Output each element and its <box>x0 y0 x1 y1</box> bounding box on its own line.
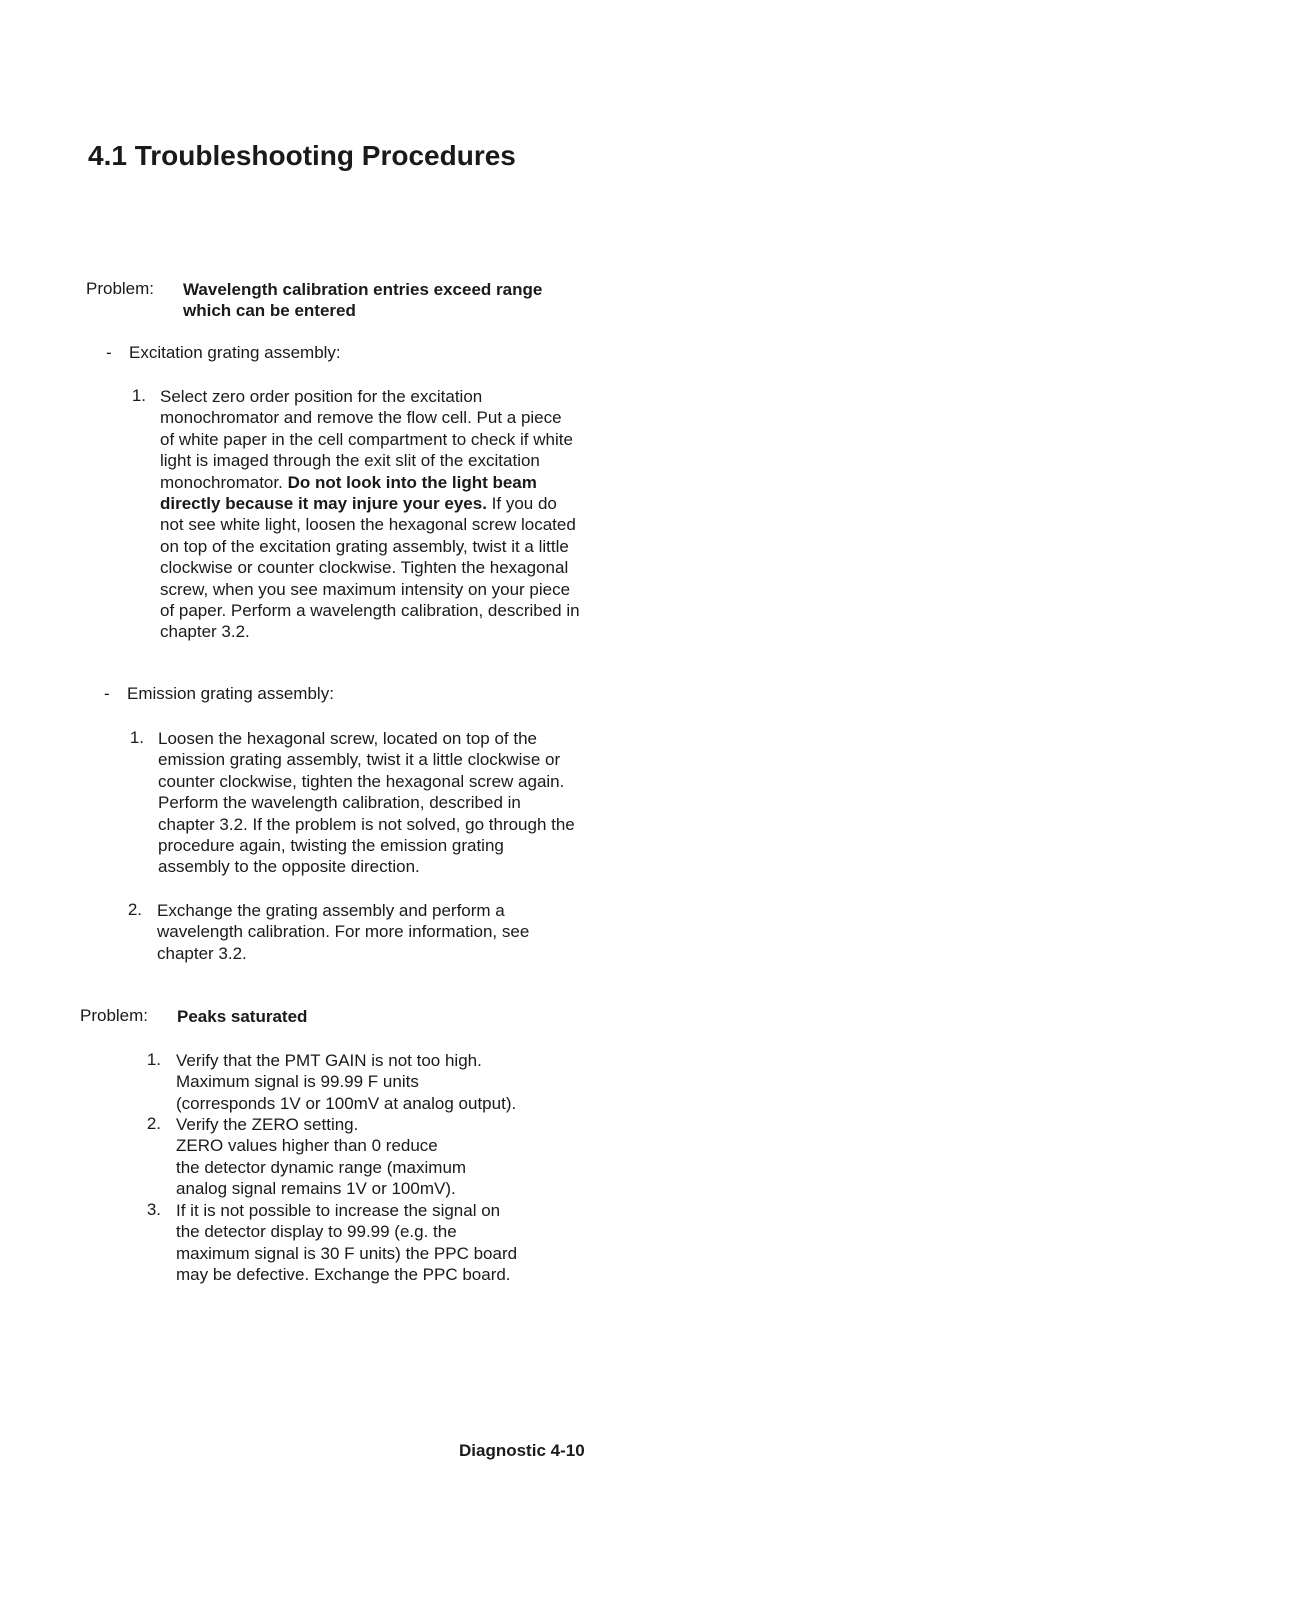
list-item-line: Verify that the PMT GAIN is not too high. <box>176 1051 482 1070</box>
problem-title-line: Wavelength calibration entries exceed range <box>183 280 543 299</box>
list-number: 2. <box>146 1114 161 1133</box>
problem-title <box>183 279 542 321</box>
list-item: Loosen the hexagonal screw, located on top of the emission grating assembly, twist it a little clockwise or counter clockwise, tighten the hexagonal screw again. Perform the wavelength calibration, described in chapter 3.2. If the problem is not solved, go through the procedure again, twisting the emission grating assembly to the opposite direction. <box>158 729 575 877</box>
problem-label: Problem: <box>80 1006 149 1025</box>
list-item-line: may be defective. Exchange the PPC board. <box>176 1265 511 1285</box>
list-item-line: Maximum signal is 99.99 F units <box>176 1072 419 1092</box>
list-item-line: (corresponds 1V or 100mV at analog output). <box>176 1093 517 1113</box>
list-number: 1. <box>129 728 144 747</box>
list-item <box>176 1050 576 1114</box>
list-item <box>160 386 580 643</box>
bullet-dash: - <box>106 343 112 362</box>
list-item-line: Verify the ZERO setting. <box>176 1115 359 1134</box>
list-number: 3. <box>146 1200 161 1219</box>
list-item-line: analog signal remains 1V or 100mV). <box>176 1179 456 1199</box>
list-item-line: the detector display to 99.99 (e.g. the <box>176 1222 457 1242</box>
problem-title: Peaks saturated <box>177 1007 308 1026</box>
section-heading: Emission grating assembly: <box>127 684 334 703</box>
list-item-line: maximum signal is 30 F units) the PPC board <box>176 1243 518 1263</box>
warning-text: Do not look into the light beam directly because it may injure your eyes. <box>160 472 537 514</box>
list-item <box>176 1114 576 1200</box>
problem-label: Problem: <box>86 279 155 298</box>
list-number: 2. <box>127 900 142 919</box>
list-item-text: If you do not see white light, loosen the hexagonal screw located on top of the excitation grating assembly, twist it a little clockwise or counter clockwise. Tighten the hexagonal screw, when you see maximum intensity on your piece of paper. Perform a wavelength calibration, described in chapter 3.2. <box>160 494 580 642</box>
list-item-line: If it is not possible to increase the signal on <box>176 1201 501 1220</box>
list-item-line: the detector dynamic range (maximum <box>176 1157 467 1177</box>
bullet-dash: - <box>104 684 110 703</box>
list-item: Exchange the grating assembly and perform a wavelength calibration. For more information, see chapter 3.2. <box>157 901 530 963</box>
list-number: 1. <box>131 386 146 405</box>
list-number: 1. <box>146 1050 161 1069</box>
list-item <box>176 1200 576 1286</box>
problem-title-line: which can be entered <box>183 301 356 320</box>
page-footer: Diagnostic 4-10 <box>459 1441 585 1460</box>
list-item-line: ZERO values higher than 0 reduce <box>176 1136 438 1156</box>
page-title: 4.1 Troubleshooting Procedures <box>88 140 516 171</box>
section-heading: Excitation grating assembly: <box>129 343 341 362</box>
list-item-text: Select zero order position for the excitation monochromator and remove the flow cell. Put a piece of white paper in the cell compartment to check if white light is imaged through the exit slit of the excitation monochromator. <box>160 387 573 492</box>
